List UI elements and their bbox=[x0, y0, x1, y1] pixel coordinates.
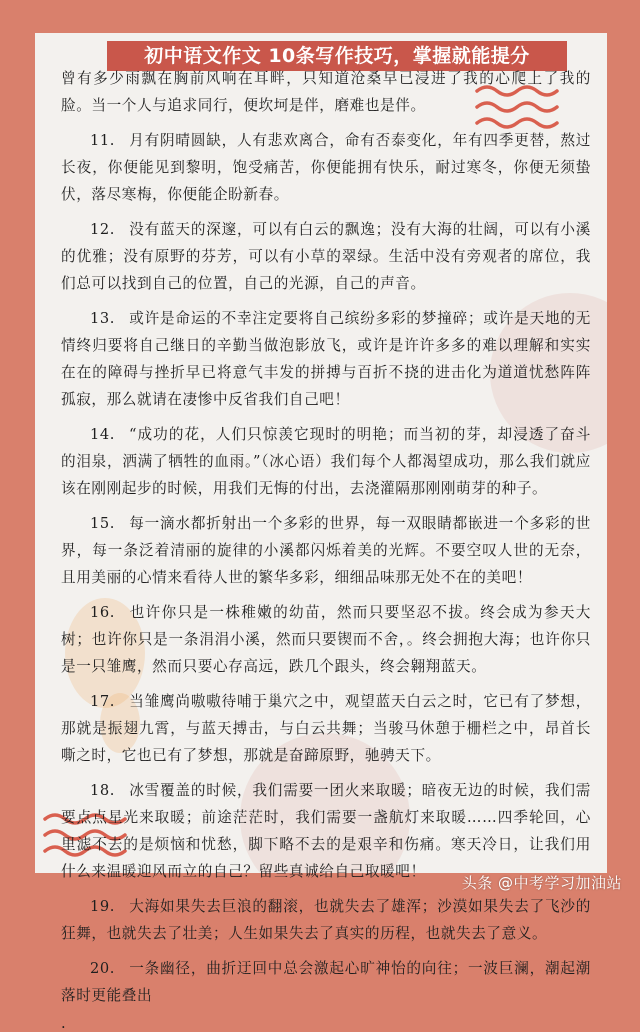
numbered-paragraph bbox=[61, 216, 591, 297]
intro-paragraph: 曾有多少雨飘在胸前风响在耳畔，只知道沧桑早已浸进了我的心爬上了我的脸。当一个人与追求同行，便坎坷是伴，磨难也是伴。 bbox=[61, 70, 591, 114]
page-title: 初中语文作文 10条写作技巧，掌握就能提分 bbox=[144, 45, 530, 67]
paragraph-text: 月有阴晴圆缺，人有悲欢离合，命有否泰变化，年有四季更替，熬过长夜，你便能见到黎明，饱受痛苦，你便能拥有快乐，耐过寒冬，你便无须蛰伏，落尽寒梅，你便能企盼新春。 bbox=[61, 132, 591, 203]
numbered-paragraph bbox=[61, 127, 591, 208]
paragraph-text: 冰雪覆盖的时候，我们需要一团火来取暖；暗夜无边的时候，我们需要点点星光来取暖；前途茫茫时，我们需要一盏航灯来取暖……四季轮回，心里滤不去的是烦恼和忧愁，脚下略不去的是艰辛和伤痛。寒天冷日，让我们用什么来温暖迎风而立的自己？留些真诚给自己取暖吧！ bbox=[61, 782, 591, 880]
numbered-paragraph bbox=[61, 421, 591, 502]
paragraph-text: 一条幽径，曲折迂回中总会激起心旷神怡的向往；一波巨澜，潮起潮落时更能叠出 bbox=[61, 960, 591, 1004]
paragraph-number: 19. bbox=[90, 898, 116, 915]
paragraph-number: 17. bbox=[90, 693, 116, 710]
paragraph-text: 大海如果失去巨浪的翻滚，也就失去了雄浑；沙漠如果失去了飞沙的狂舞，也就失去了壮美；人生如果失去了真实的历程，也就失去了意义。 bbox=[61, 898, 591, 942]
paragraph-number: 18. bbox=[90, 782, 116, 799]
numbered-paragraph bbox=[61, 688, 591, 769]
paragraph-text: 也许你只是一株稚嫩的幼苗，然而只要坚忍不拔。终会成为参天大树；也许你只是一条涓涓小溪，然而只要锲而不舍，。终会拥抱大海；也许你只是一只雏鹰，然而只要心存高远，跌几个跟头，终会翱翔蓝天。 bbox=[61, 604, 591, 675]
paragraph-number: 15. bbox=[90, 515, 116, 532]
paragraph-number: 11. bbox=[90, 132, 116, 149]
numbered-paragraph bbox=[61, 777, 591, 885]
paragraph-text: 没有蓝天的深邃，可以有白云的飘逸；没有大海的壮阔，可以有小溪的优雅；没有原野的芬芳，可以有小草的翠绿。生活中没有旁观者的席位，我们总可以找到自己的位置，自己的光源，自己的声音。 bbox=[61, 221, 591, 292]
source-watermark: 头条 @中考学习加油站 bbox=[461, 874, 622, 892]
numbered-paragraph bbox=[61, 510, 591, 591]
footer-dot: . bbox=[61, 1015, 67, 1032]
paragraph-text: 当雏鹰尚嗷嗷待哺于巢穴之中，观望蓝天白云之时，它已有了梦想，那就是振翅九霄，与蓝天搏击，与白云共舞；当骏马休憩于栅栏之中，昂首长嘶之时，它也已有了梦想，那就是奋蹄原野，驰骋天下。 bbox=[61, 693, 591, 764]
paragraph-text: 或许是命运的不幸注定要将自己缤纷多彩的梦撞碎；或许是天地的无情终归要将自己继日的辛勤当做泡影放飞，或许是许许多多的难以理解和实实在在的障碍与挫折早已将意气丰发的拼搏与百折不挠的进击化为道道忧愁阵阵孤寂，那么就请在凄惨中反省我们自己吧！ bbox=[61, 310, 591, 408]
numbered-paragraph bbox=[61, 893, 591, 947]
paragraph-number: 20. bbox=[90, 960, 116, 977]
paragraph-number: 13. bbox=[90, 310, 116, 327]
paragraph-number: 14. bbox=[90, 426, 116, 443]
numbered-paragraph bbox=[61, 305, 591, 413]
numbered-paragraph bbox=[61, 599, 591, 680]
paragraph-number: 16. bbox=[90, 604, 116, 621]
paragraph-number: 12. bbox=[90, 221, 116, 238]
numbered-paragraph bbox=[61, 955, 591, 1009]
paragraph-text: “成功的花，人们只惊羡它现时的明艳；而当初的芽，却浸透了奋斗的泪泉，洒满了牺牲的血雨。”（冰心语）我们每个人都渴望成功，那么我们就应该在刚刚起步的时候，用我们无悔的付出，去浇灌隔那刚刚萌芽的种子。 bbox=[61, 426, 591, 497]
paragraph-text: 每一滴水都折射出一个多彩的世界，每一双眼睛都嵌进一个多彩的世界，每一条泛着清丽的旋律的小溪都闪烁着美的光辉。不要空叹人世的无奈，且用美丽的心情来看待人世的繁华多彩，细细品味那无处不在的美吧！ bbox=[61, 515, 591, 586]
